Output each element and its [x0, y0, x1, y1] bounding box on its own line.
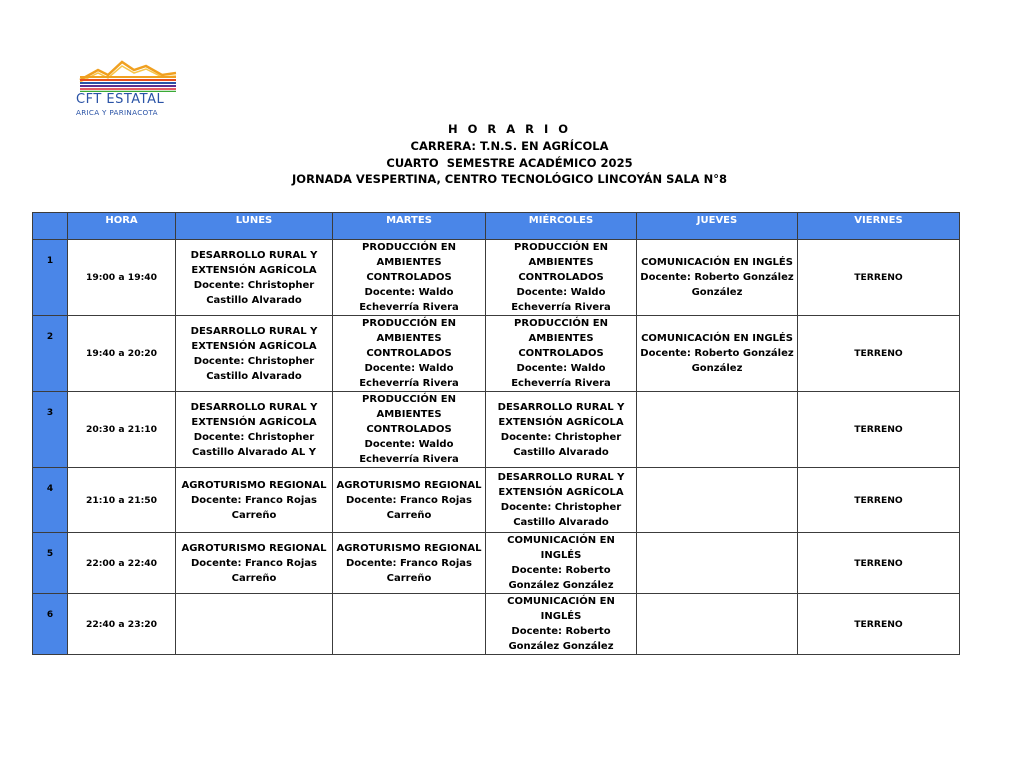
- wednesday-cell: [486, 594, 637, 655]
- table-row: [33, 533, 960, 594]
- header-index: [33, 213, 68, 240]
- tuesday-cell: [333, 240, 486, 316]
- subject: COMUNICACIÓN EN INGLÉS: [507, 535, 615, 561]
- schedule-table: [32, 212, 960, 655]
- subject: AGROTURISMO REGIONAL: [181, 479, 327, 491]
- teacher: Docente: Franco Rojas Carreño: [345, 494, 472, 521]
- row-number: 2: [33, 316, 68, 392]
- time-cell: 22:40 a 23:20: [68, 594, 176, 655]
- subject: AGROTURISMO REGIONAL: [181, 542, 327, 554]
- heading-semester: CUARTO SEMESTRE ACADÉMICO 2025: [386, 155, 633, 170]
- monday-cell: [176, 392, 333, 468]
- teacher: Docente: Roberto González González: [640, 348, 794, 374]
- subject: PRODUCCIÓN EN AMBIENTES CONTROLADOS: [514, 318, 608, 359]
- tuesday-cell: [333, 392, 486, 468]
- logo-name: CFT ESTATAL: [76, 92, 165, 107]
- row-number: 3: [33, 392, 68, 468]
- wednesday-cell: [486, 316, 637, 392]
- teacher: Docente: Christopher Castillo Alvarado: [193, 355, 315, 382]
- teacher: Docente: Roberto González González: [640, 272, 794, 298]
- teacher: Docente: Christopher Castillo Alvarado: [500, 431, 622, 458]
- logo-subtitle: ARICA Y PARINACOTA: [76, 108, 158, 117]
- header-time: HORA: [68, 213, 176, 240]
- monday-cell: [176, 533, 333, 594]
- subject: PRODUCCIÓN EN AMBIENTES CONTROLADOS: [362, 242, 456, 283]
- header-thursday: JUEVES: [637, 213, 798, 240]
- subject: COMUNICACIÓN EN INGLÉS: [641, 257, 793, 268]
- tuesday-cell: [333, 533, 486, 594]
- wednesday-cell: [486, 468, 637, 533]
- subject: DESARROLLO RURAL Y EXTENSIÓN AGRÍCOLA: [497, 472, 625, 498]
- teacher: Docente: Waldo Echeverría Rivera: [511, 363, 611, 389]
- row-number: 4: [33, 468, 68, 533]
- thursday-cell: [637, 316, 798, 392]
- teacher: Docente: Christopher Castillo Alvarado: [193, 279, 315, 306]
- subject: DESARROLLO RURAL Y EXTENSIÓN AGRÍCOLA: [190, 401, 318, 428]
- friday-cell: TERRENO: [798, 316, 960, 392]
- header-monday: LUNES: [176, 213, 333, 240]
- subject: COMUNICACIÓN EN INGLÉS: [641, 333, 793, 344]
- subject: AGROTURISMO REGIONAL: [336, 542, 482, 554]
- heading-title: H O R A R I O: [447, 122, 572, 136]
- time-cell: 20:30 a 21:10: [68, 392, 176, 468]
- subject: PRODUCCIÓN EN AMBIENTES CONTROLADOS: [514, 242, 608, 283]
- tuesday-cell: [333, 468, 486, 533]
- teacher: Docente: Waldo Echeverría Rivera: [359, 439, 459, 465]
- row-number: 6: [33, 594, 68, 655]
- subject: DESARROLLO RURAL Y EXTENSIÓN AGRÍCOLA: [497, 401, 625, 428]
- subject: AGROTURISMO REGIONAL: [336, 479, 482, 491]
- tuesday-cell: [333, 594, 486, 655]
- table-row: [33, 316, 960, 392]
- subject: PRODUCCIÓN EN AMBIENTES CONTROLADOS: [362, 394, 456, 435]
- time-cell: 21:10 a 21:50: [68, 468, 176, 533]
- table-row: [33, 468, 960, 533]
- thursday-cell: [637, 594, 798, 655]
- row-number: 5: [33, 533, 68, 594]
- wednesday-cell: [486, 240, 637, 316]
- subject: DESARROLLO RURAL Y EXTENSIÓN AGRÍCOLA: [190, 249, 318, 276]
- header-tuesday: MARTES: [333, 213, 486, 240]
- subject: PRODUCCIÓN EN AMBIENTES CONTROLADOS: [362, 318, 456, 359]
- wednesday-cell: [486, 392, 637, 468]
- teacher: Docente: Waldo Echeverría Rivera: [511, 287, 611, 313]
- time-cell: 19:40 a 20:20: [68, 316, 176, 392]
- friday-cell: TERRENO: [798, 392, 960, 468]
- time-cell: 22:00 a 22:40: [68, 533, 176, 594]
- monday-cell: [176, 468, 333, 533]
- institution-logo: [76, 58, 180, 120]
- monday-cell: [176, 594, 333, 655]
- header-wednesday: MIÉRCOLES: [486, 213, 637, 240]
- thursday-cell: [637, 468, 798, 533]
- teacher: Docente: Christopher Castillo Alvarado: [500, 502, 622, 528]
- friday-cell: TERRENO: [798, 468, 960, 533]
- thursday-cell: [637, 533, 798, 594]
- heading-career: CARRERA: T.N.S. EN AGRÍCOLA: [410, 138, 609, 153]
- thursday-cell: [637, 392, 798, 468]
- tuesday-cell: [333, 316, 486, 392]
- teacher: Docente: Franco Rojas Carreño: [190, 494, 317, 521]
- document-heading: [0, 121, 1019, 188]
- table-row: [33, 240, 960, 316]
- mountain-logo-icon: [76, 58, 180, 92]
- thursday-cell: [637, 240, 798, 316]
- table-header-row: [33, 213, 960, 240]
- subject: DESARROLLO RURAL Y EXTENSIÓN AGRÍCOLA: [190, 325, 318, 352]
- friday-cell: TERRENO: [798, 533, 960, 594]
- monday-cell: [176, 240, 333, 316]
- row-number: 1: [33, 240, 68, 316]
- monday-cell: [176, 316, 333, 392]
- teacher: Docente: Roberto González González: [508, 626, 614, 652]
- table-row: [33, 392, 960, 468]
- heading-session: JORNADA VESPERTINA, CENTRO TECNOLÓGICO LINCOYÁN SALA N°8: [292, 172, 727, 187]
- header-friday: VIERNES: [798, 213, 960, 240]
- teacher: Docente: Waldo Echeverría Rivera: [359, 287, 459, 313]
- subject: COMUNICACIÓN EN INGLÉS: [507, 596, 615, 622]
- table-row: [33, 594, 960, 655]
- friday-cell: TERRENO: [798, 240, 960, 316]
- teacher: Docente: Christopher Castillo Alvarado AL Y: [192, 431, 316, 458]
- time-cell: 19:00 a 19:40: [68, 240, 176, 316]
- wednesday-cell: [486, 533, 637, 594]
- teacher: Docente: Roberto González González: [508, 565, 614, 591]
- teacher: Docente: Franco Rojas Carreño: [190, 557, 317, 584]
- friday-cell: TERRENO: [798, 594, 960, 655]
- teacher: Docente: Waldo Echeverría Rivera: [359, 363, 459, 389]
- teacher: Docente: Franco Rojas Carreño: [345, 557, 472, 584]
